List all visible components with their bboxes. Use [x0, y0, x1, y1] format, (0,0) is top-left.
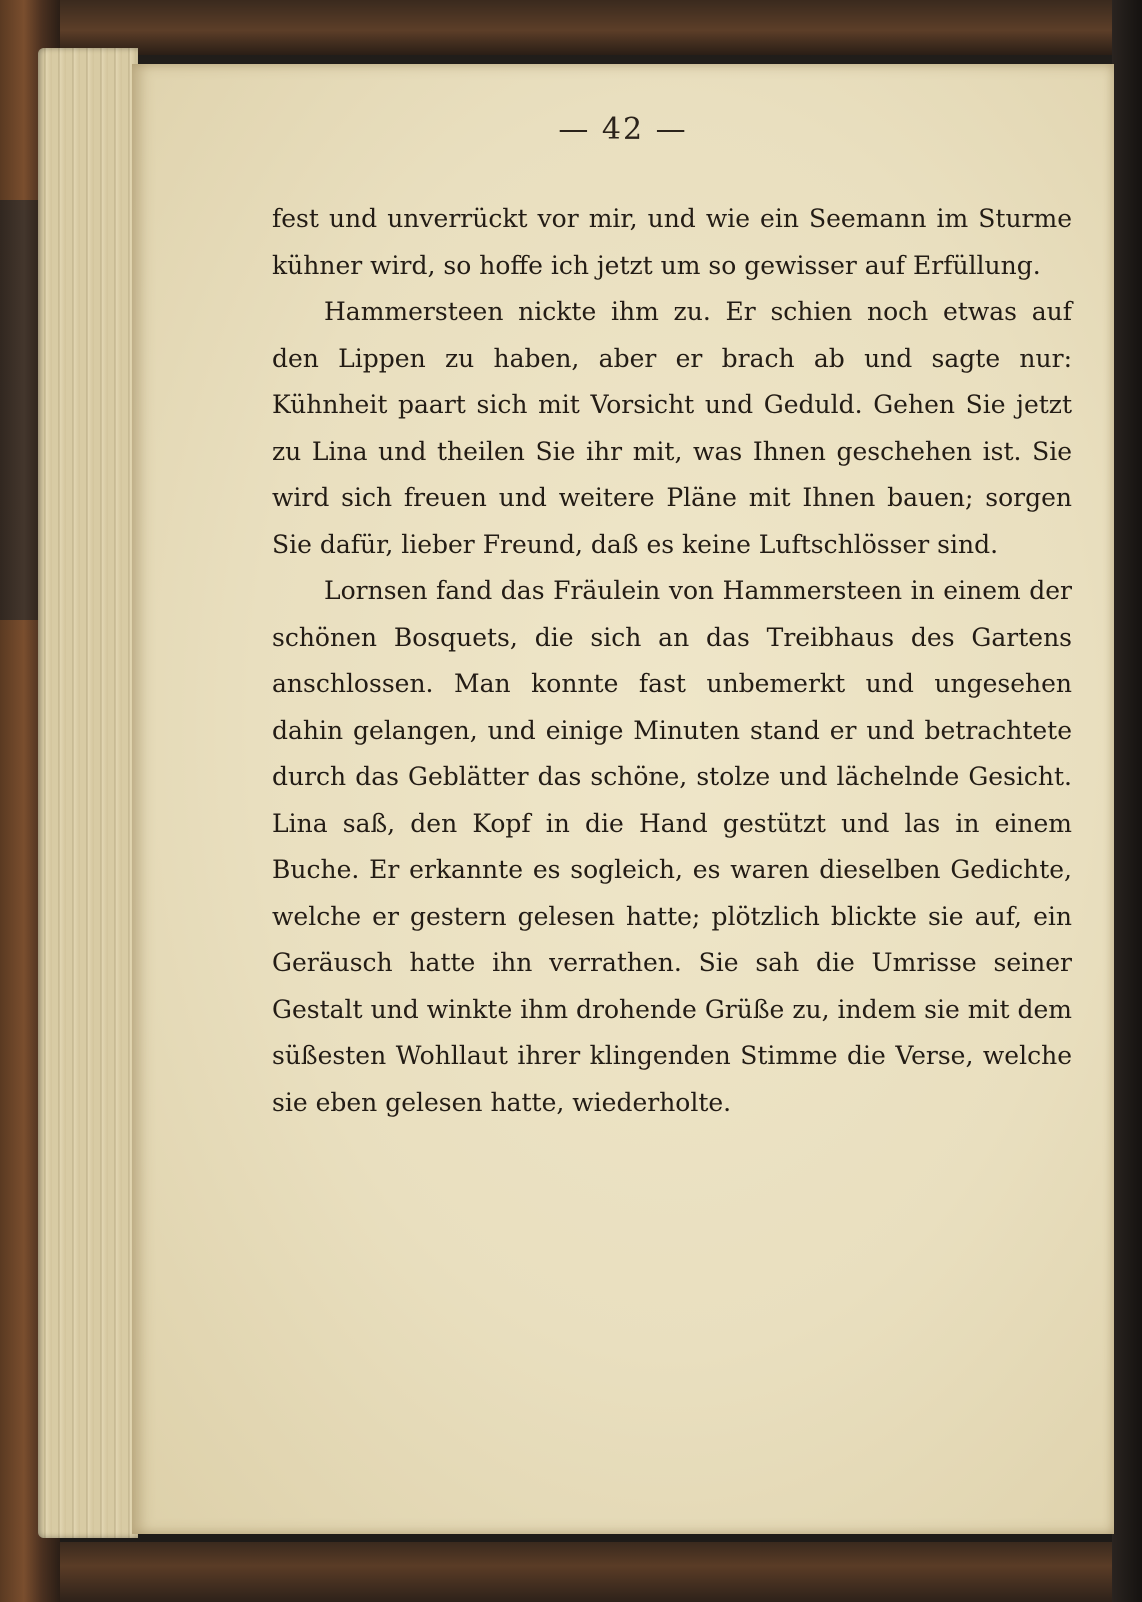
- paragraph: Lornsen fand das Fräulein von Hammersteen in einem der schönen Bosquets, die sich an das Treibhaus des Gartens anschlossen. Man konnte fast unbemerkt und ungesehen dahin gelangen, und einige Minuten stand er und betrachtete durch das Geblätter das schöne, stolze und lächelnde Gesicht. Lina saß, den Kopf in die Hand gestützt und las in einem Buche. Er erkannte es sogleich, es waren dieselben Gedichte, welche er gestern gelesen hatte; plötzlich blickte sie auf, ein Geräusch hatte ihn verrathen. Sie sah die Umrisse seiner Gestalt und winkte ihm drohende Grüße zu, indem sie mit dem süßesten Wohllaut ihrer klingenden Stimme die Verse, welche sie eben gelesen hatte, wiederholte.: [272, 576, 1072, 1117]
- body-text: [272, 196, 1072, 1126]
- paragraph: fest und unverrückt vor mir, und wie ein Seemann im Sturme kühner wird, so hoffe ich jetzt um so gewisser auf Erfüllung.: [272, 204, 1072, 280]
- book-cover-top: [40, 0, 1120, 55]
- page-number: — 42 —: [558, 112, 688, 147]
- book-cover-bottom: [40, 1542, 1120, 1602]
- book-page: [132, 64, 1114, 1534]
- book-cover-right: [1112, 0, 1142, 1602]
- page-edges: [38, 48, 138, 1538]
- paragraph: Hammersteen nickte ihm zu. Er schien noch etwas auf den Lippen zu haben, aber er brach ab und sagte nur: Kühnheit paart sich mit Vorsicht und Geduld. Gehen Sie jetzt zu Lina und theilen Sie ihr mit, was Ihnen geschehen ist. Sie wird sich freuen und weitere Pläne mit Ihnen bauen; sorgen Sie dafür, lieber Freund, daß es keine Luftschlösser sind.: [272, 297, 1072, 559]
